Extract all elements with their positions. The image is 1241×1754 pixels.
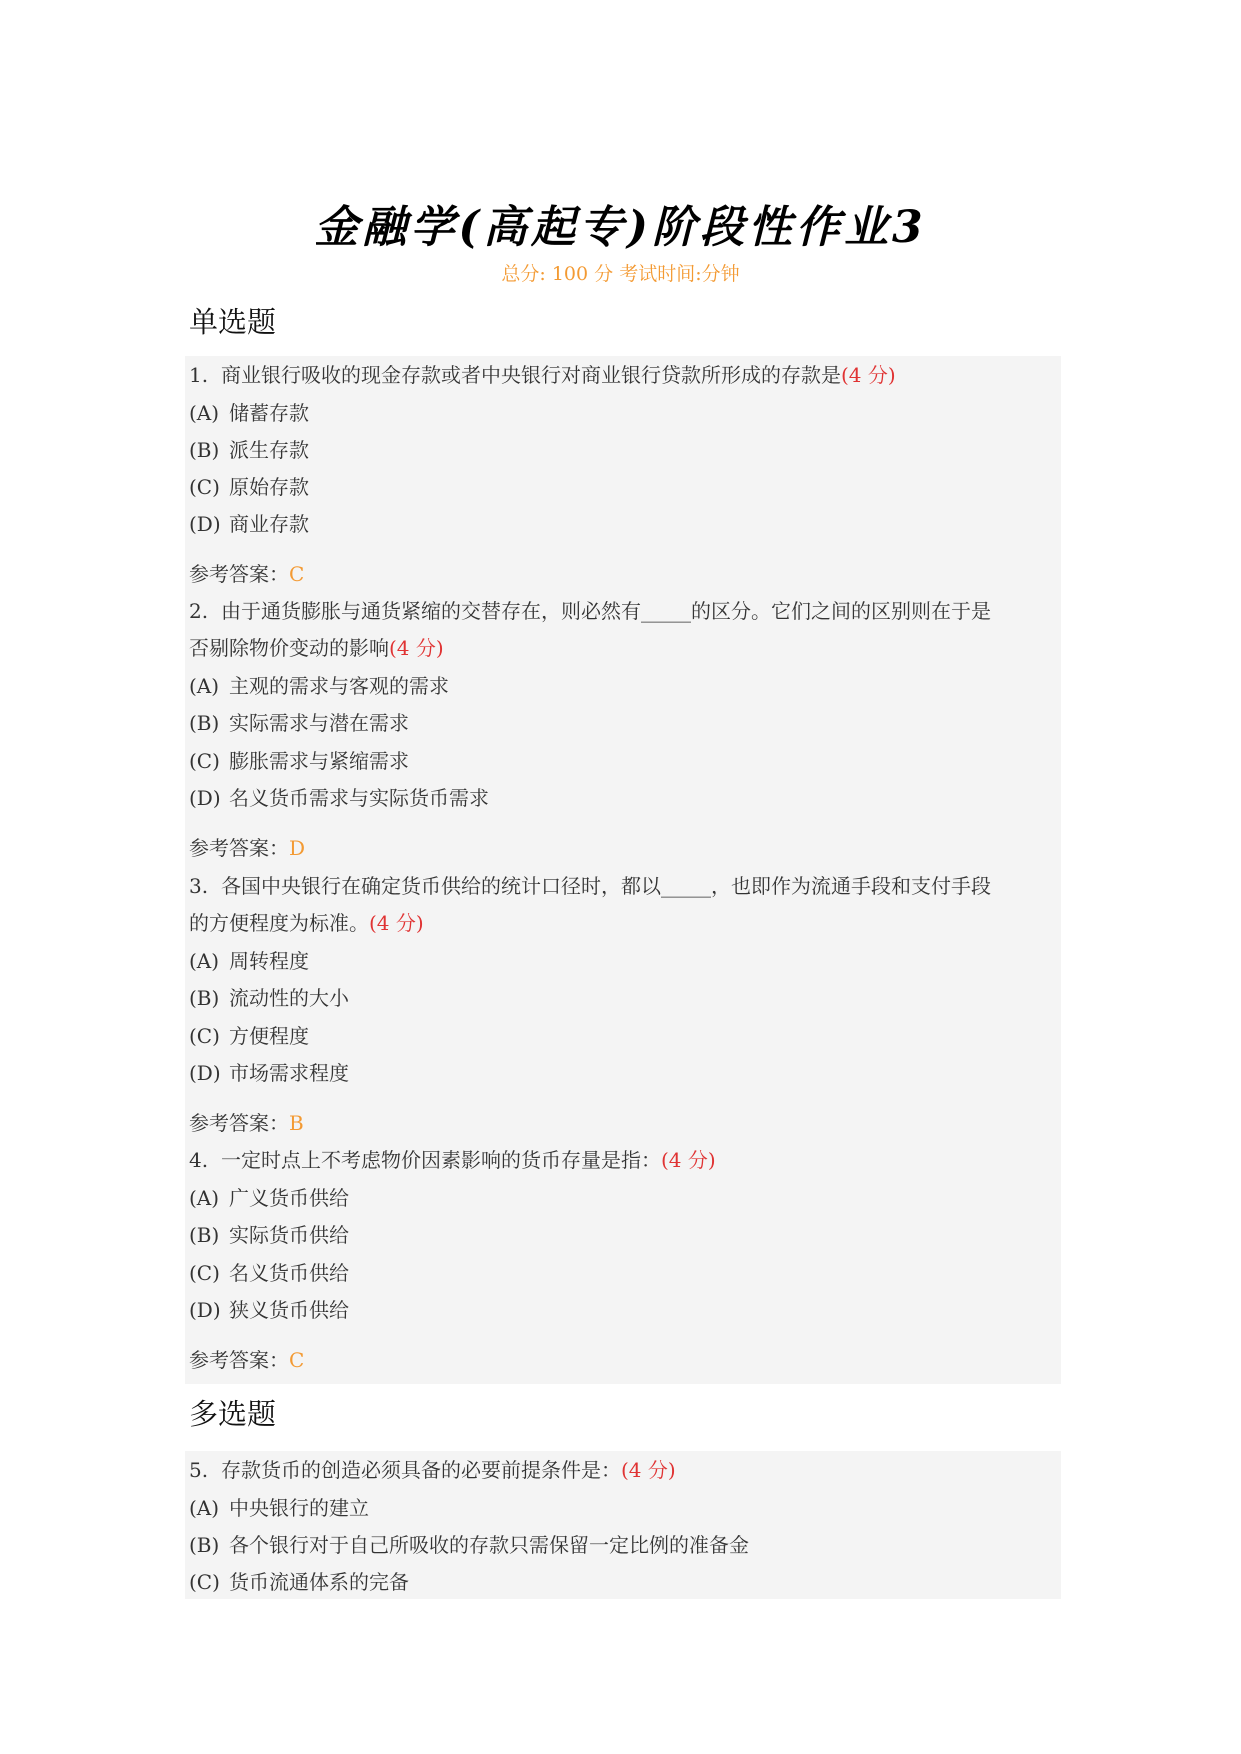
option-letter: (D) xyxy=(189,1298,221,1322)
question-number: 5. xyxy=(189,1458,209,1482)
option-a xyxy=(189,669,1061,703)
option-d xyxy=(189,781,1061,815)
option-text: 派生存款 xyxy=(229,438,309,462)
reference-answer xyxy=(189,557,1061,591)
option-letter: (C) xyxy=(189,475,220,499)
option-letter: (A) xyxy=(189,1186,220,1210)
option-d xyxy=(189,1056,1061,1090)
answer-value: D xyxy=(289,836,306,860)
question-3-cont xyxy=(189,906,1061,940)
option-letter: (A) xyxy=(189,674,220,698)
option-text: 狭义货币供给 xyxy=(229,1298,349,1322)
option-text: 名义货币需求与实际货币需求 xyxy=(229,786,489,810)
answer-label: 参考答案： xyxy=(189,836,289,860)
option-b xyxy=(189,706,1061,740)
option-text: 膨胀需求与紧缩需求 xyxy=(229,749,409,773)
option-text: 方便程度 xyxy=(229,1024,309,1048)
option-text: 实际货币供给 xyxy=(229,1223,349,1247)
answer-label: 参考答案： xyxy=(189,1348,289,1372)
option-d xyxy=(189,1293,1061,1327)
option-text: 各个银行对于自己所吸收的存款只需保留一定比例的准备金 xyxy=(229,1533,749,1557)
option-letter: (D) xyxy=(189,512,221,536)
question-score: (4 分) xyxy=(621,1458,676,1482)
option-a xyxy=(189,1491,1061,1525)
question-text-line1: 各国中央银行在确定货币供给的统计口径时，都以_____，也即作为流通手段和支付手段 xyxy=(221,874,991,898)
option-text: 实际需求与潜在需求 xyxy=(229,711,409,735)
question-text-line2: 的方便程度为标准。 xyxy=(189,911,369,935)
option-letter: (B) xyxy=(189,438,220,462)
option-text: 中央银行的建立 xyxy=(229,1496,369,1520)
option-a xyxy=(189,944,1061,978)
question-score: (4 分) xyxy=(841,363,896,387)
question-text: 商业银行吸收的现金存款或者中央银行对商业银行贷款所形成的存款是 xyxy=(221,363,841,387)
question-text-line1: 由于通货膨胀与通货紧缩的交替存在，则必然有_____的区分。它们之间的区别则在于是 xyxy=(221,599,991,623)
option-text: 储蓄存款 xyxy=(229,401,309,425)
option-c xyxy=(189,1256,1061,1290)
question-5 xyxy=(189,1453,1061,1487)
question-number: 1. xyxy=(189,363,209,387)
question-3 xyxy=(189,869,1061,903)
option-text: 广义货币供给 xyxy=(229,1186,349,1210)
option-b xyxy=(189,981,1061,1015)
option-a xyxy=(189,1181,1061,1215)
question-2 xyxy=(189,594,1061,628)
option-b xyxy=(189,1218,1061,1252)
section-heading-multi: 多选题 xyxy=(189,1397,277,1431)
question-2-cont xyxy=(189,631,1061,665)
option-text: 周转程度 xyxy=(229,949,309,973)
answer-label: 参考答案： xyxy=(189,1111,289,1135)
question-number: 3. xyxy=(189,874,209,898)
option-letter: (C) xyxy=(189,1570,220,1594)
question-score: (4 分) xyxy=(661,1148,716,1172)
option-text: 主观的需求与客观的需求 xyxy=(229,674,449,698)
question-4 xyxy=(189,1143,1061,1177)
option-text: 名义货币供给 xyxy=(229,1261,349,1285)
option-letter: (A) xyxy=(189,1496,220,1520)
option-letter: (A) xyxy=(189,949,220,973)
option-letter: (A) xyxy=(189,401,220,425)
answer-label: 参考答案： xyxy=(189,562,289,586)
option-letter: (D) xyxy=(189,786,221,810)
answer-value: C xyxy=(289,562,305,586)
option-letter: (B) xyxy=(189,1223,220,1247)
option-c xyxy=(189,470,1061,504)
option-letter: (C) xyxy=(189,1261,220,1285)
option-letter: (D) xyxy=(189,1061,221,1085)
page-subtitle: 总分: 100 分 考试时间:分钟 xyxy=(501,263,740,285)
reference-answer xyxy=(189,831,1061,865)
section-heading-single: 单选题 xyxy=(189,305,277,339)
reference-answer xyxy=(189,1343,1061,1377)
section-multi-choice xyxy=(185,1451,1061,1599)
section-single-choice xyxy=(185,356,1061,1384)
option-text: 市场需求程度 xyxy=(229,1061,349,1085)
option-letter: (C) xyxy=(189,749,220,773)
answer-value: B xyxy=(289,1111,304,1135)
question-text: 一定时点上不考虑物价因素影响的货币存量是指： xyxy=(221,1148,661,1172)
option-letter: (C) xyxy=(189,1024,220,1048)
question-text-line2: 否剔除物价变动的影响 xyxy=(189,636,389,660)
question-1 xyxy=(189,358,1061,392)
option-d xyxy=(189,507,1061,541)
option-text: 原始存款 xyxy=(229,475,309,499)
option-letter: (B) xyxy=(189,711,220,735)
question-number: 2. xyxy=(189,599,209,623)
option-text: 商业存款 xyxy=(229,512,309,536)
option-c xyxy=(189,1019,1061,1053)
question-score: (4 分) xyxy=(389,636,444,660)
option-c xyxy=(189,1565,1061,1599)
question-score: (4 分) xyxy=(369,911,424,935)
answer-value: C xyxy=(289,1348,305,1372)
option-b xyxy=(189,1528,1061,1562)
page-title: 金融学(高起专)阶段性作业3 xyxy=(314,202,927,253)
option-letter: (B) xyxy=(189,1533,220,1557)
option-a xyxy=(189,396,1061,430)
option-b xyxy=(189,433,1061,467)
option-text: 流动性的大小 xyxy=(229,986,349,1010)
option-letter: (B) xyxy=(189,986,220,1010)
question-text: 存款货币的创造必须具备的必要前提条件是： xyxy=(221,1458,621,1482)
reference-answer xyxy=(189,1106,1061,1140)
option-c xyxy=(189,744,1061,778)
option-text: 货币流通体系的完备 xyxy=(229,1570,409,1594)
question-number: 4. xyxy=(189,1148,209,1172)
